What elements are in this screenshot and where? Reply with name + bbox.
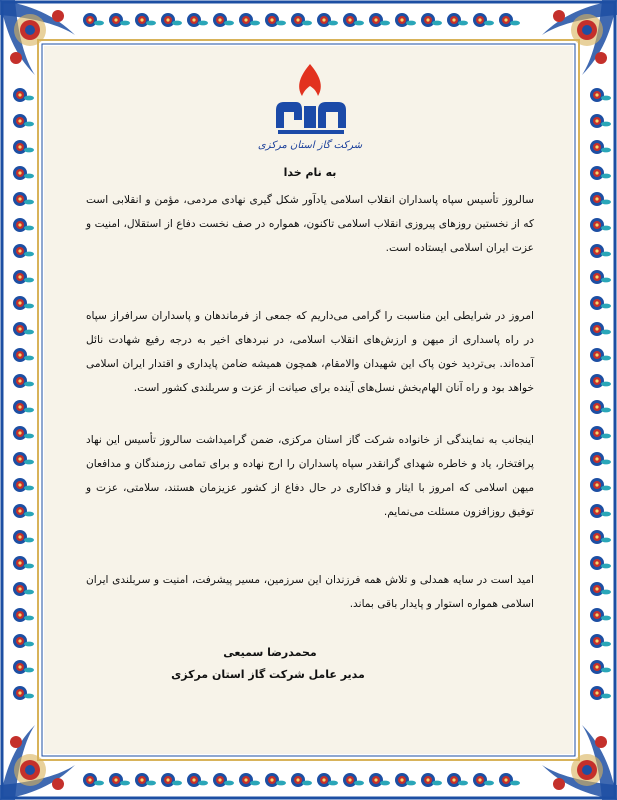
border-flower	[590, 504, 604, 518]
border-flower	[369, 13, 383, 27]
border-flower	[239, 13, 253, 27]
border-flower	[343, 773, 357, 787]
border-flower	[590, 114, 604, 128]
border-flower	[13, 348, 27, 362]
basmala-heading: به نام خدا	[283, 166, 337, 179]
border-flower	[13, 478, 27, 492]
paragraph-3: اینجانب به نمایندگی از خانواده شرکت گاز استان مرکزی، ضمن گرامیداشت سالروز تأسیس این نهاد پرافتخار، یاد و خاطره شهدای گرانقدر سپاه پاسداران را ارج نهاده و برای تمامی رزمندگان و مدافعان میهن اسلامی که امروز با ایثار و فداکاری در حال دفاع از کشور عزیزمان هستند، سلامتی، عزت و توفیق روزافزون مسئلت می‌نمایم.	[86, 434, 534, 518]
border-flower	[447, 773, 461, 787]
border-flower	[13, 452, 27, 466]
border-flower	[13, 114, 27, 128]
border-flower	[83, 773, 97, 787]
border-flower	[473, 773, 487, 787]
border-flower	[447, 13, 461, 27]
border-flower	[13, 504, 27, 518]
border-flower	[13, 88, 27, 102]
border-flower	[265, 773, 279, 787]
border-flower	[213, 773, 227, 787]
border-flower	[499, 13, 513, 27]
border-flower	[13, 530, 27, 544]
paragraph-2: امروز در شرایطی این مناسبت را گرامی می‌داریم که جمعی از فرماندهان و پاسداران سرافراز سپاه در راه پاسداری از میهن و ارزش‌های انقلاب اسلامی، در نبردهای اخیر به درجه رفیع شهادت نائل آمده‌اند. بی‌تردید خون پاک این شهیدان والامقام، همچون همیشه ضامن پایداری و اقتدار ایران اسلامی خواهد بود و راه آنان الهام‌بخش نسل‌های آینده برای صیانت از عزت و سربلندی کشور است.	[86, 310, 534, 394]
border-flower	[13, 686, 27, 700]
border-flower	[13, 582, 27, 596]
border-flower	[291, 13, 305, 27]
border-flower	[590, 530, 604, 544]
border-flower	[13, 270, 27, 284]
border-flower	[13, 660, 27, 674]
border-flower	[590, 634, 604, 648]
border-flower	[13, 374, 27, 388]
border-flower	[109, 773, 123, 787]
border-flower	[187, 13, 201, 27]
border-flower	[395, 773, 409, 787]
border-flower	[499, 773, 513, 787]
border-flower	[239, 773, 253, 787]
border-flower	[590, 582, 604, 596]
border-flower	[590, 166, 604, 180]
paragraph-1: سالروز تأسیس سپاه پاسداران انقلاب اسلامی یادآور شکل گیری نهادی مردمی، مؤمن و انقلابی است که از نخستین روزهای پیروزی انقلاب اسلامی تاکنون، همواره در صف نخست دفاع از استقلال، امنیت و عزت ایران اسلامی ایستاده است.	[86, 194, 534, 254]
border-flower	[13, 218, 27, 232]
border-flower	[13, 400, 27, 414]
border-flower	[83, 13, 97, 27]
border-flower	[13, 426, 27, 440]
border-flower	[590, 140, 604, 154]
border-flower	[13, 244, 27, 258]
border-flower	[161, 773, 175, 787]
border-flower	[213, 13, 227, 27]
border-flower	[317, 13, 331, 27]
border-flower	[590, 452, 604, 466]
border-flower	[590, 218, 604, 232]
border-flower	[343, 13, 357, 27]
company-logo-text: شرکت گاز استان مرکزی	[257, 140, 363, 151]
border-flower	[13, 634, 27, 648]
border-flower	[13, 608, 27, 622]
signatory-name: محمدرضا سمیعی	[223, 646, 317, 659]
signatory-title: مدیر عامل شرکت گاز استان مرکزی	[171, 668, 365, 681]
border-flower	[473, 13, 487, 27]
border-flower	[421, 13, 435, 27]
border-flower	[590, 348, 604, 362]
border-flower	[590, 686, 604, 700]
border-flower	[135, 773, 149, 787]
border-flower	[590, 322, 604, 336]
border-flower	[13, 140, 27, 154]
border-flower	[187, 773, 201, 787]
border-flower	[265, 13, 279, 27]
border-flower	[590, 426, 604, 440]
border-flower	[590, 660, 604, 674]
border-flower	[590, 608, 604, 622]
border-flower	[421, 773, 435, 787]
border-flower	[590, 296, 604, 310]
border-flower	[13, 192, 27, 206]
border-flower	[13, 322, 27, 336]
border-flower	[13, 296, 27, 310]
border-flower	[109, 13, 123, 27]
paragraph-4: امید است در سایه همدلی و تلاش همه فرزندان این سرزمین، مسیر پیشرفت، امنیت و سربلندی ایران اسلامی همواره استوار و پایدار باقی بماند.	[86, 574, 534, 610]
border-flower	[369, 773, 383, 787]
border-flower	[161, 13, 175, 27]
border-flower	[590, 244, 604, 258]
border-flower	[590, 192, 604, 206]
border-flower	[590, 374, 604, 388]
border-flower	[13, 166, 27, 180]
border-flower	[590, 400, 604, 414]
border-flower	[135, 13, 149, 27]
border-flower	[13, 556, 27, 570]
border-flower	[590, 88, 604, 102]
border-flower	[590, 556, 604, 570]
border-flower	[395, 13, 409, 27]
border-flower	[317, 773, 331, 787]
border-flower	[291, 773, 305, 787]
border-flower	[590, 478, 604, 492]
border-flower	[590, 270, 604, 284]
